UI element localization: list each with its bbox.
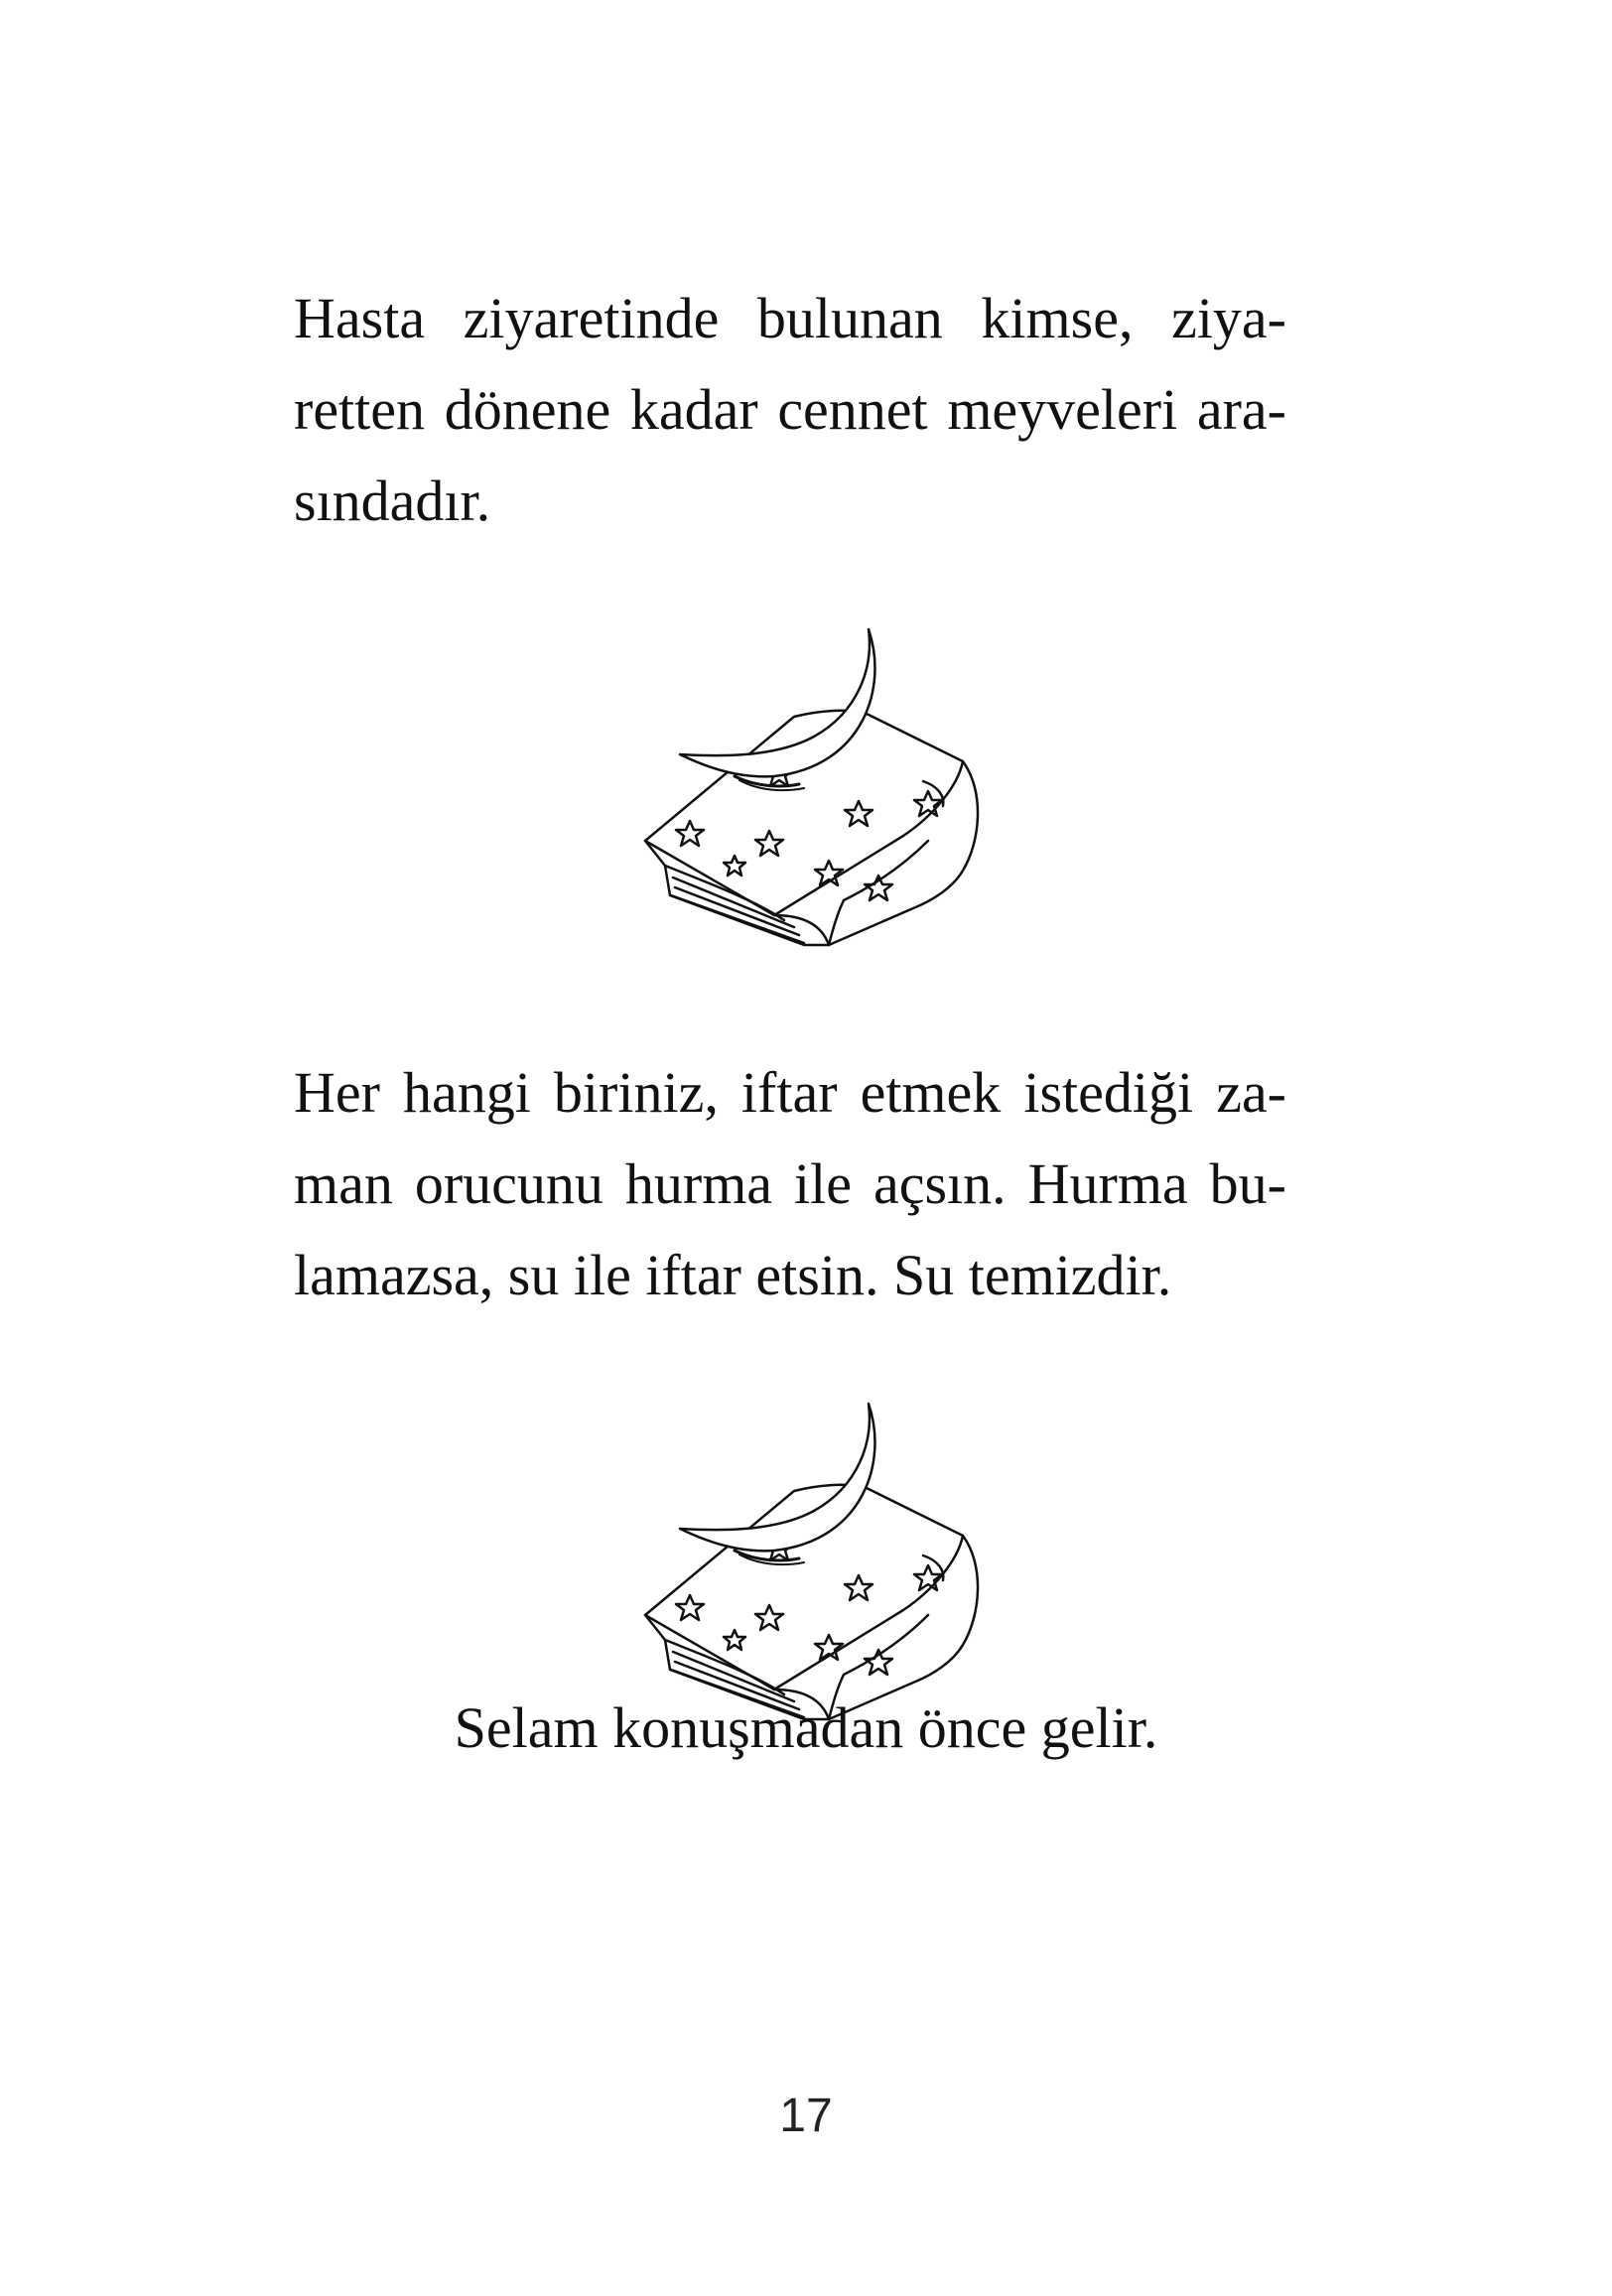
paragraph-line: man orucunu hurma ile açsın. Hurma bu- [294, 1151, 1286, 1216]
paragraph-line: retten dönene kadar cennet meyveleri ara- [294, 377, 1286, 442]
paragraph-line: sındadır. [294, 469, 491, 533]
paragraph-line: Her hangi biriniz, iftar etmek istediği za- [294, 1060, 1286, 1125]
crescent-moon-on-book-icon [635, 627, 983, 955]
paragraph-hasta-ziyareti [294, 273, 1286, 547]
paragraph-line: lamazsa, su ile iftar etsin. Su temizdir. [294, 1243, 1172, 1307]
paragraph-iftar [294, 1047, 1286, 1321]
crescent-moon-on-book-icon [635, 1402, 983, 1729]
paragraph-line: Selam konuşmadan önce gelir. [454, 1695, 1158, 1760]
page-number: 17 [779, 2090, 833, 2142]
paragraph-line: Hasta ziyaretinde bulunan kimse, ziya- [294, 286, 1286, 350]
paragraph-selam [0, 1683, 1612, 1774]
